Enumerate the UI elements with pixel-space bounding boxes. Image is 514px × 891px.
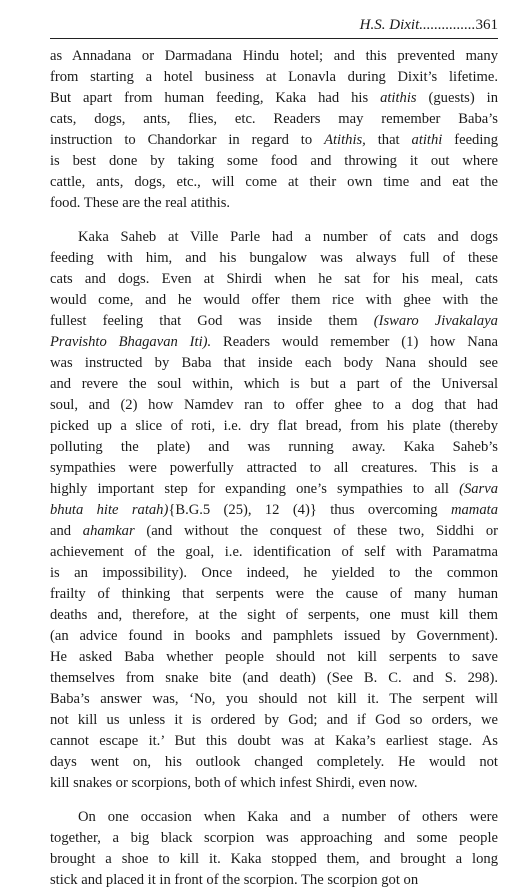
text-run: feeding with him, and his bungalow was always full of these (50, 250, 498, 266)
text-run: is best done by taking some food and throwing it out where (50, 153, 498, 169)
text-run: fullest feeling that God was inside them (50, 313, 374, 329)
italic-text-run: Pravishto Bhagavan Iti). (50, 334, 212, 350)
text-line (50, 500, 498, 521)
text-run: On one occasion when Kaka and a number of others were (78, 809, 498, 825)
italic-text-run: (Iswaro Jivakalaya (373, 313, 498, 329)
text-run: and (50, 523, 83, 539)
text-line (50, 626, 498, 647)
text-run: feeding (442, 132, 498, 148)
paragraph-gap (50, 794, 498, 807)
text-run: kill snakes or scorpions, both of which infest Shirdi, even now. (50, 775, 418, 791)
header-rule (50, 38, 498, 39)
text-run: together, a big black scorpion was approaching and some people (50, 830, 498, 846)
text-run: deaths and, therefore, at the sight of serpents, one must kill them (50, 607, 498, 623)
text-run: {B.G.5 (25), 12 (4)} thus overcoming (168, 502, 451, 518)
text-run: cannot escape it.’ But this doubt was at Kaka’s earliest stage. As (50, 733, 498, 749)
paragraph (50, 807, 498, 891)
text-line (50, 193, 498, 214)
text-line (50, 689, 498, 710)
text-line (50, 710, 498, 731)
text-line (50, 605, 498, 626)
text-line (50, 311, 498, 332)
text-line (50, 807, 498, 828)
text-run: instruction to Chandorkar in regard to (50, 132, 325, 148)
text-run: from starting a hotel business at Lonavla during Dixit’s lifetime. (50, 69, 498, 85)
text-run: cats and dogs. Even at Shirdi when he sat for his meal, cats (50, 271, 498, 287)
text-line (50, 773, 498, 794)
text-line (50, 870, 498, 891)
text-run: cattle, ants, dogs, etc., will come at their own time and eat the (50, 174, 498, 190)
text-line (50, 458, 498, 479)
paragraph (50, 46, 498, 214)
text-run: But apart from human feeding, Kaka had his (50, 90, 381, 106)
text-run: and revere the soul within, which is but a part of the Universal (50, 376, 498, 392)
italic-text-run: (Sarva (459, 481, 498, 497)
text-line (50, 752, 498, 773)
text-line (50, 416, 498, 437)
text-line (50, 269, 498, 290)
italic-text-run: bhuta hite ratah) (50, 502, 169, 518)
text-run: days went on, his outlook changed completely. He would not (50, 754, 498, 770)
text-run: (and without the conquest of these two, Siddhi or (134, 523, 498, 539)
text-run: achievement of the goal, i.e. identification of self with Paramatma (50, 544, 498, 560)
text-run: (guests) in (416, 90, 498, 106)
text-line (50, 437, 498, 458)
text-line (50, 647, 498, 668)
text-run: cats, dogs, ants, flies, etc. Readers may remember Baba’s (50, 111, 498, 127)
paragraph-gap (50, 214, 498, 227)
text-line (50, 109, 498, 130)
text-run: frailty of thinking that serpents were the cause of many human (50, 586, 498, 602)
text-run: polluting the plate) and was running away. Kaka Saheb’s (50, 439, 498, 455)
text-line (50, 668, 498, 689)
text-line (50, 849, 498, 870)
text-line (50, 332, 498, 353)
text-run: that (365, 132, 412, 148)
text-line (50, 46, 498, 67)
text-run: picked up a slice of roti, i.e. dry flat bread, from his plate (thereby (50, 418, 498, 434)
page-number: 361 (475, 17, 498, 33)
italic-text-run: atithi (411, 132, 443, 148)
text-line (50, 374, 498, 395)
header-leader-dots: ............... (419, 17, 476, 33)
text-line (50, 88, 498, 109)
text-run: Baba’s answer was, ‘No, you should not kill it. The serpent will (50, 691, 498, 707)
text-line (50, 584, 498, 605)
running-header (50, 14, 498, 36)
text-line (50, 731, 498, 752)
body-text (50, 46, 498, 891)
italic-text-run: mamata (450, 502, 498, 518)
text-line (50, 290, 498, 311)
italic-text-run: ahamkar (82, 523, 135, 539)
text-line (50, 172, 498, 193)
text-run: Readers would remember (1) how Nana (211, 334, 498, 350)
text-run: stick and placed it in front of the scorpion. The scorpion got on (50, 872, 419, 888)
italic-text-run: Atithis, (324, 132, 366, 148)
text-line (50, 67, 498, 88)
running-title: H.S. Dixit (359, 17, 420, 33)
text-run: as Annadana or Darmadana Hindu hotel; and this prevented many (50, 48, 498, 64)
text-line (50, 353, 498, 374)
text-line (50, 542, 498, 563)
paragraph (50, 227, 498, 794)
text-run: soul, and (2) how Namdev ran to offer ghee to a dog that had (50, 397, 498, 413)
text-line (50, 563, 498, 584)
text-run: themselves from snake bite (and death) (See B. C. and S. 298). (50, 670, 498, 686)
text-line (50, 521, 498, 542)
text-run: would come, and he would offer them rice with ghee with the (50, 292, 498, 308)
text-run: not kill us unless it is ordered by God; and if God so orders, we (50, 712, 498, 728)
text-run: highly important step for expanding one’s sympathies to all (50, 481, 460, 497)
italic-text-run: atithis (380, 90, 417, 106)
text-run: food. These are the real atithis. (50, 195, 231, 211)
text-line (50, 479, 498, 500)
text-line (50, 227, 498, 248)
text-line (50, 248, 498, 269)
text-run: was instructed by Baba that inside each body Nana should see (50, 355, 498, 371)
text-run: sympathies were powerfully attracted to all creatures. This is a (50, 460, 498, 476)
text-line (50, 151, 498, 172)
text-run: He asked Baba whether people should not kill serpents to save (50, 649, 498, 665)
text-run: is an impossibility). Once indeed, he yielded to the common (50, 565, 498, 581)
text-run: Kaka Saheb at Ville Parle had a number of cats and dogs (78, 229, 498, 245)
text-line (50, 130, 498, 151)
text-run: brought a shoe to kill it. Kaka stopped them, and brought a long (50, 851, 498, 867)
text-run: (an advice found in books and pamphlets issued by Government). (50, 628, 498, 644)
text-line (50, 395, 498, 416)
text-line (50, 828, 498, 849)
